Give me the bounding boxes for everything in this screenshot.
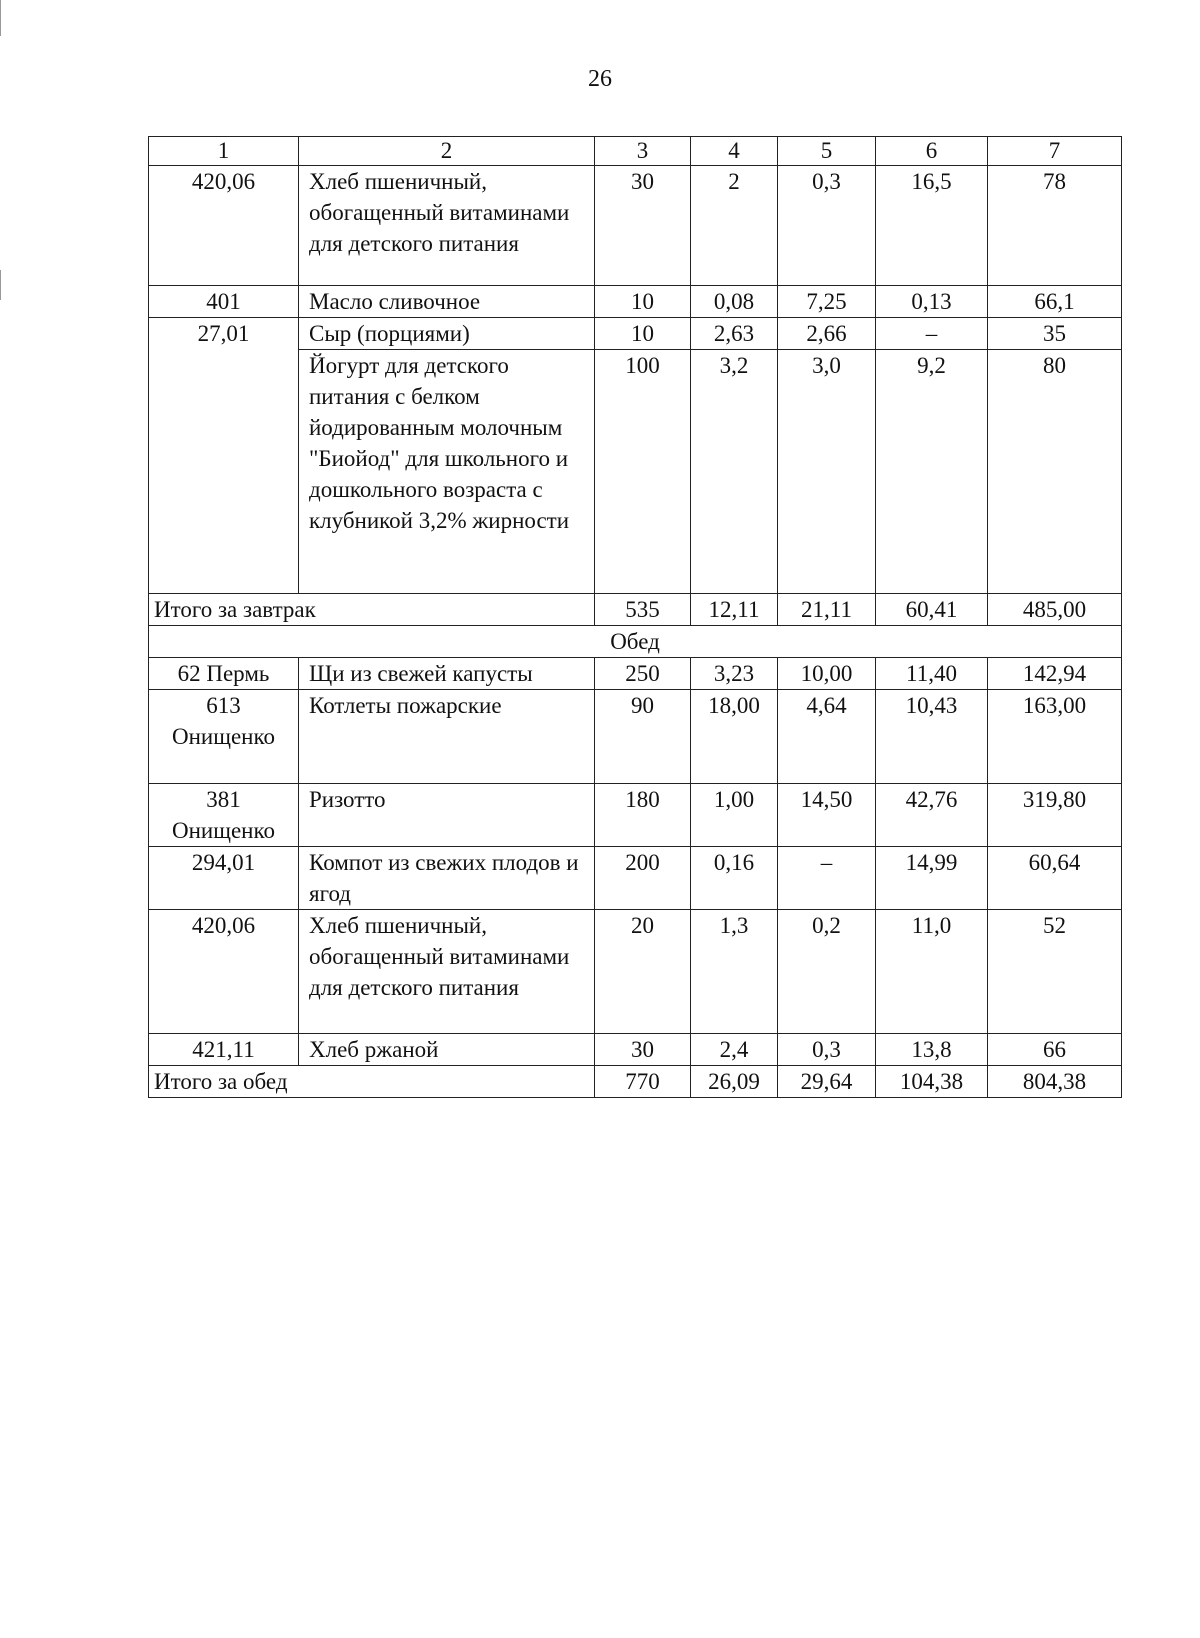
cell-c5: 10,00 [778,658,876,690]
cell-c6: 9,2 [876,350,988,594]
recipe-code: 62 Пермь [149,658,299,690]
dish-name: Компот из свежих плодов и ягод [299,847,595,910]
cell-c6: 11,0 [876,910,988,1034]
table-row [149,784,1122,847]
cell-c6: 0,13 [876,286,988,318]
scan-edge-mark [0,270,1,300]
header-cell: 5 [778,137,876,166]
dish-name: Хлеб пшеничный, обогащенный витаминами для детского питания [299,166,595,286]
cell-c4: 3,23 [691,658,778,690]
dish-name: Сыр (порциями) [299,318,595,350]
cell-c3: 90 [595,690,691,784]
cell-c6: 16,5 [876,166,988,286]
cell-c5: 21,11 [778,594,876,626]
cell-c5: 2,66 [778,318,876,350]
scan-edge-mark [0,0,1,36]
cell-c4: 0,08 [691,286,778,318]
dish-name: Ризотто [299,784,595,847]
page-number: 26 [588,66,612,92]
cell-c4: 2 [691,166,778,286]
cell-c7: 485,00 [988,594,1122,626]
header-cell: 4 [691,137,778,166]
cell-c6: 11,40 [876,658,988,690]
table-row [149,910,1122,1034]
dish-name: Котлеты пожарские [299,690,595,784]
table-row [149,166,1122,286]
header-cell: 3 [595,137,691,166]
menu-table [148,136,1122,1098]
cell-c3: 30 [595,166,691,286]
recipe-code: 420,06 [149,910,299,1034]
cell-c4: 12,11 [691,594,778,626]
cell-c7: 60,64 [988,847,1122,910]
cell-c4: 18,00 [691,690,778,784]
recipe-code: 420,06 [149,166,299,286]
cell-c4: 1,3 [691,910,778,1034]
cell-c6: 104,38 [876,1066,988,1098]
section-title: Обед [149,626,1122,658]
cell-c5: 4,64 [778,690,876,784]
recipe-code: 613 Онищенко [149,690,299,784]
cell-c5: 7,25 [778,286,876,318]
cell-c4: 1,00 [691,784,778,847]
cell-c7: 319,80 [988,784,1122,847]
cell-c3: 535 [595,594,691,626]
header-row [149,137,1122,166]
cell-c7: 80 [988,350,1122,594]
cell-c6: 14,99 [876,847,988,910]
cell-c7: 163,00 [988,690,1122,784]
cell-c7: 66 [988,1034,1122,1066]
section-row [149,626,1122,658]
header-cell: 2 [299,137,595,166]
header-cell: 7 [988,137,1122,166]
cell-c5: 0,2 [778,910,876,1034]
cell-c6: 10,43 [876,690,988,784]
dish-name: Хлеб пшеничный, обогащенный витаминами для детского питания [299,910,595,1034]
cell-c3: 20 [595,910,691,1034]
cell-c3: 10 [595,318,691,350]
cell-c5: 14,50 [778,784,876,847]
cell-c6: 42,76 [876,784,988,847]
cell-c3: 250 [595,658,691,690]
cell-c5: 0,3 [778,1034,876,1066]
cell-c5: 0,3 [778,166,876,286]
header-cell: 6 [876,137,988,166]
cell-c5: 3,0 [778,350,876,594]
recipe-code: 381 Онищенко [149,784,299,847]
total-label: Итого за завтрак [149,594,595,626]
cell-c5: 29,64 [778,1066,876,1098]
cell-c4: 2,4 [691,1034,778,1066]
cell-c4: 2,63 [691,318,778,350]
dish-name: Йогурт для детского питания с белком йодированным молочным "Биойод" для школьного и дошкольного возраста с клубникой 3,2% жирности [299,350,595,594]
cell-c7: 35 [988,318,1122,350]
cell-c6: – [876,318,988,350]
cell-c7: 52 [988,910,1122,1034]
cell-c6: 60,41 [876,594,988,626]
table-row [149,286,1122,318]
cell-c5: – [778,847,876,910]
lunch-total-row [149,1066,1122,1098]
dish-name: Масло сливочное [299,286,595,318]
cell-c4: 3,2 [691,350,778,594]
breakfast-total-row [149,594,1122,626]
cell-c7: 78 [988,166,1122,286]
recipe-code: 294,01 [149,847,299,910]
cell-c3: 30 [595,1034,691,1066]
recipe-code: 27,01 [149,318,299,594]
cell-c3: 200 [595,847,691,910]
table-row [149,658,1122,690]
header-cell: 1 [149,137,299,166]
cell-c3: 770 [595,1066,691,1098]
cell-c6: 13,8 [876,1034,988,1066]
cell-c7: 142,94 [988,658,1122,690]
table-row [149,318,1122,350]
cell-c3: 180 [595,784,691,847]
recipe-code: 421,11 [149,1034,299,1066]
cell-c3: 100 [595,350,691,594]
recipe-code: 401 [149,286,299,318]
table-row [149,690,1122,784]
cell-c7: 66,1 [988,286,1122,318]
dish-name: Хлеб ржаной [299,1034,595,1066]
table-row [149,847,1122,910]
cell-c7: 804,38 [988,1066,1122,1098]
cell-c4: 26,09 [691,1066,778,1098]
dish-name: Щи из свежей капусты [299,658,595,690]
table-row [149,1034,1122,1066]
total-label: Итого за обед [149,1066,595,1098]
cell-c4: 0,16 [691,847,778,910]
cell-c3: 10 [595,286,691,318]
